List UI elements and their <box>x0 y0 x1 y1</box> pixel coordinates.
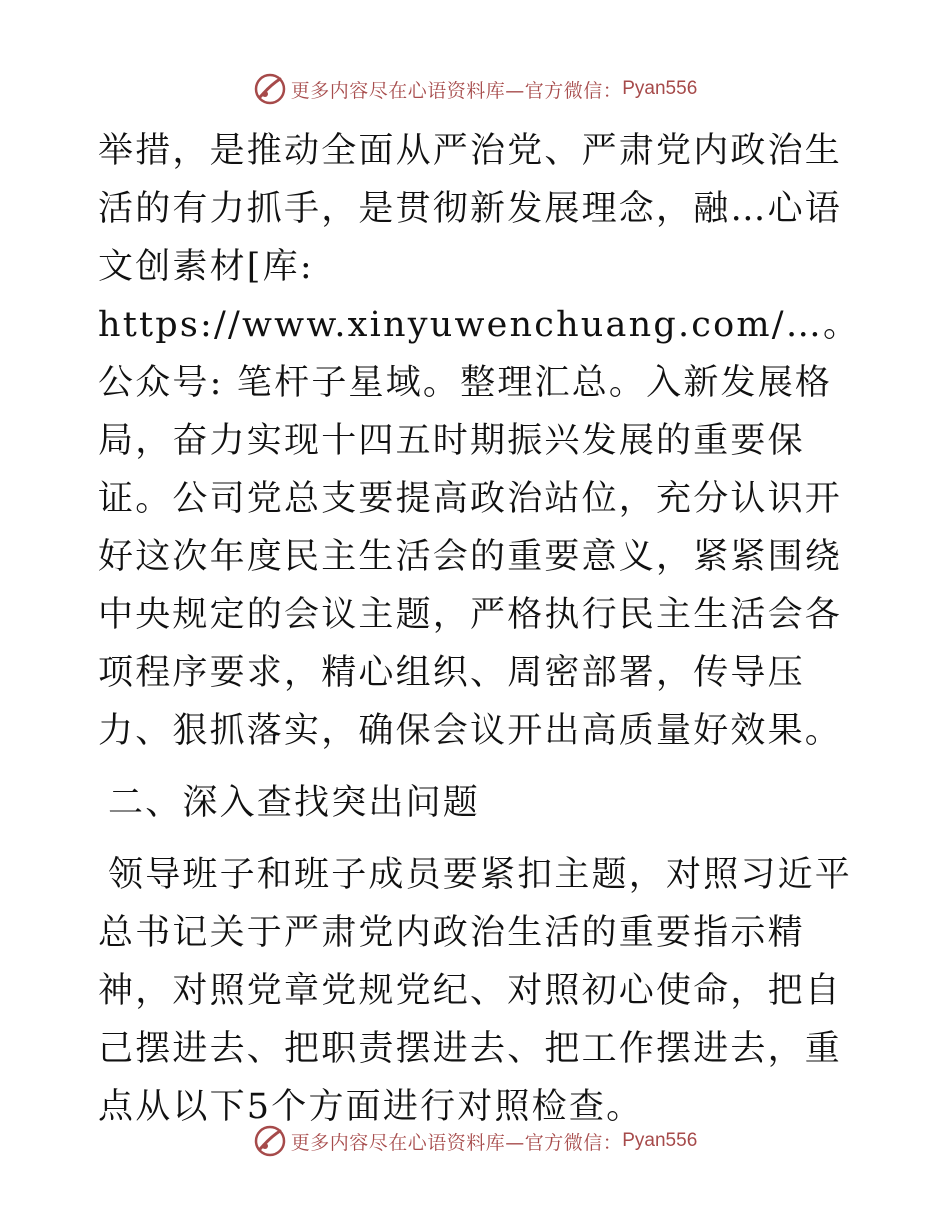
footer-banner-id: Pyan556 <box>622 1130 698 1151</box>
header-banner-id: Pyan556 <box>622 78 698 99</box>
section-heading: 二、深入查找突出问题 <box>108 783 481 823</box>
page-header-banner <box>0 72 950 106</box>
body-paragraph-2: 领导班子和班子成员要紧扣主题，对照习近平总书记关于严肃党内政治生活的重要指示精神，对照党章党规党纪、对照初心使命，把自己摆进去、把职责摆进去、把工作摆进去，重点从以下5个方面进行对照检查。 <box>98 855 853 1127</box>
body-paragraph-1: 举措，是推动全面从严治党、严肃党内政治生活的有力抓手，是贯彻新发展理念，融…心语文创素材[库: https://www.xinyuwenchuang.com/…。公众号: 笔杆子星域。整理汇总。入新发展格局，奋力实现十四五时期振兴发展的重要保证。公司党总支要提高政治站位，充分认识开好这次年度民主生活会的重要意义，紧紧围绕中央规定的会议主题，严格执行民主生活会各项程序要求，精心组织、周密部署，传导压力、狠抓落实，确保会议开出高质量好效果。 <box>98 131 861 751</box>
page-footer-banner <box>0 1124 950 1158</box>
footer-banner-text: 更多内容尽在心语资料库—官方微信： <box>290 1131 623 1154</box>
document-body <box>98 122 861 1136</box>
brush-logo-icon <box>253 72 287 106</box>
brush-logo-icon <box>253 1124 287 1158</box>
header-banner-text: 更多内容尽在心语资料库—官方微信： <box>290 79 623 102</box>
